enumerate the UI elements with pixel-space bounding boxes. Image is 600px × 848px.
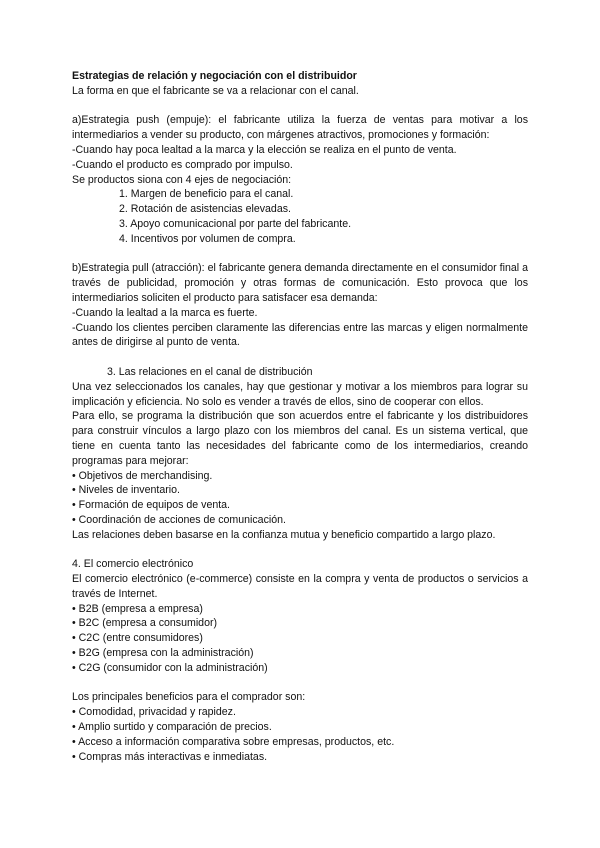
list-item: • B2B (empresa a empresa) — [72, 602, 528, 617]
list-item: 2. Rotación de asistencias elevadas. — [119, 203, 291, 216]
list-item: • C2G (consumidor con la administración) — [72, 661, 528, 676]
list-item: 4. Incentivos por volumen de compra. — [119, 232, 296, 245]
list-item: • Niveles de inventario. — [72, 483, 528, 498]
list-item: • Objetivos de merchandising. — [72, 469, 528, 484]
list-item: • Compras más interactivas e inmediatas. — [72, 750, 528, 765]
list-item: • B2G (empresa con la administración) — [72, 646, 528, 661]
negotiation-axes-intro: Se productos siona con 4 ejes de negociación: — [72, 173, 292, 186]
list-item: • Coordinación de acciones de comunicación. — [72, 513, 528, 528]
document-page — [72, 69, 528, 764]
list-item: • C2C (entre consumidores) — [72, 631, 528, 646]
list-item: 1. Margen de beneficio para el canal. — [119, 188, 294, 201]
list-item: • Comodidad, privacidad y rapidez. — [72, 705, 528, 720]
push-case: -Cuando hay poca lealtad a la marca y la elección se realiza en el punto de venta. — [72, 143, 457, 156]
benefits-intro: Los principales beneficios para el comprador son: — [72, 691, 306, 704]
list-item: • Acceso a información comparativa sobre empresas, productos, etc. — [72, 735, 528, 750]
section-3-closing: Las relaciones deben basarse en la confianza mutua y beneficio compartido a largo plazo. — [72, 528, 496, 541]
section-3-heading: 3. Las relaciones en el canal de distribución — [107, 365, 313, 378]
intro-text: La forma en que el fabricante se va a relacionar con el canal. — [72, 84, 359, 97]
section-3-paragraph-1: Una vez seleccionados los canales, hay que gestionar y motivar a los miembros para lograr su implicación y eficiencia. No solo es vender a través de ellos, sino de cooperar con ellos. — [72, 380, 528, 408]
section-4-paragraph: El comercio electrónico (e-commerce) consiste en la compra y venta de productos o servicios a través de Internet. — [72, 573, 528, 600]
section-3-paragraph-2: Para ello, se programa la distribución que son acuerdos entre el fabricante y los distribuidores para construir vínculos a largo plazo con los miembros del canal. Es un sistema vertical, que tiene en cuenta tanto las necesidades del fabricante como de los intermediarios, creando programas para mejorar: — [72, 410, 528, 467]
list-item: • Amplio surtido y comparación de precios. — [72, 720, 528, 735]
section-4-heading: 4. El comercio electrónico — [72, 558, 194, 571]
list-item: • Formación de equipos de venta. — [72, 498, 528, 513]
negotiation-axes-list — [72, 187, 528, 246]
push-case: -Cuando el producto es comprado por impulso. — [72, 158, 293, 171]
ecommerce-types-list — [72, 602, 528, 676]
list-item: • B2C (empresa a consumidor) — [72, 616, 528, 631]
pull-case: -Cuando la lealtad a la marca es fuerte. — [72, 306, 258, 319]
benefits-list — [72, 705, 528, 764]
pull-case: -Cuando los clientes perciben claramente las diferencias entre las marcas y eligen normalmente antes de dirigirse al punto de venta. — [72, 321, 528, 349]
document-title: Estrategias de relación y negociación con el distribuidor — [72, 70, 357, 82]
pull-strategy-text: b)Estrategia pull (atracción): el fabricante genera demanda directamente en el consumidor final a través de publicidad, promoción y otras formas de comunicación. Esto provoca que los intermediarios soliciten el producto para satisfacer esa demanda: — [72, 262, 528, 304]
improvement-list — [72, 469, 528, 528]
push-strategy-text: a)Estrategia push (empuje): el fabricante utiliza la fuerza de ventas para motivar a los intermediarios a vender su producto, con márgenes atractivos, promociones y formación: — [72, 114, 528, 142]
list-item: 3. Apoyo comunicacional por parte del fabricante. — [119, 217, 352, 230]
